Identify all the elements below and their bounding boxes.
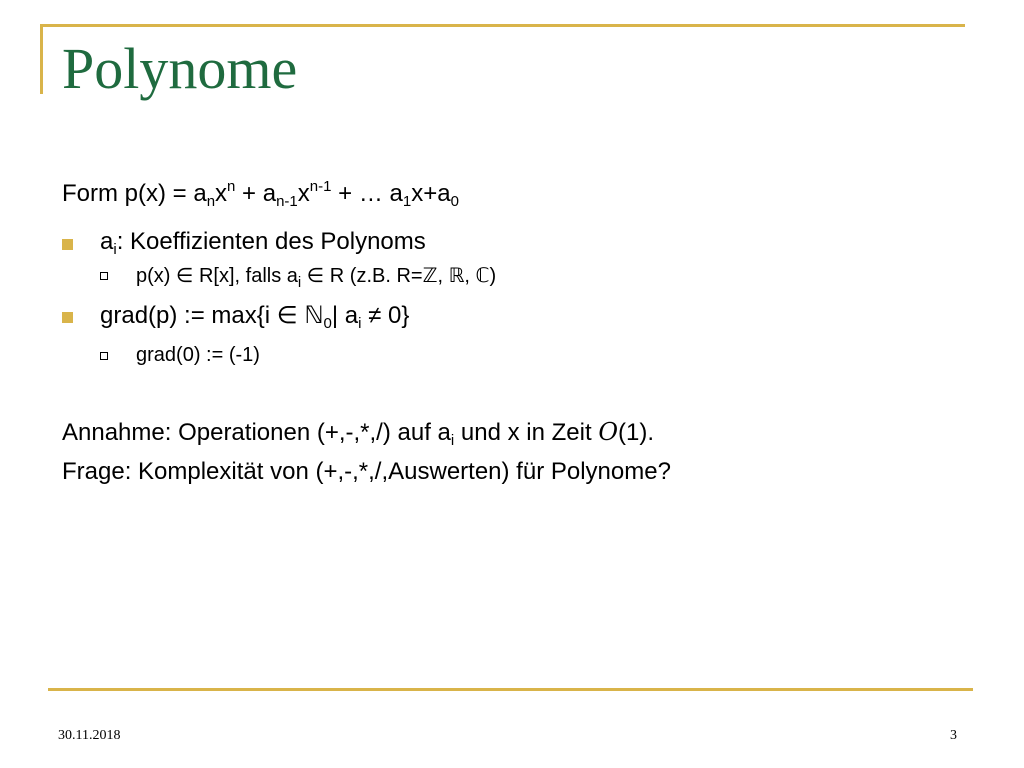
form-sub-1: 1 [402, 193, 412, 210]
form-x2: x [297, 180, 310, 207]
form-text: Form p(x) = a [62, 180, 207, 207]
s1-sub-i: i [297, 274, 302, 291]
form-line [62, 178, 459, 210]
form-plus: + a [235, 180, 277, 207]
form-sub-0: 0 [450, 193, 459, 210]
frame-bottom-line [48, 688, 973, 691]
bullet-square-1 [62, 239, 73, 250]
b1-a: a [100, 228, 114, 255]
form-sub-n1: n-1 [276, 193, 298, 210]
footer-page-number: 3 [950, 728, 957, 743]
sub-line-1 [136, 265, 497, 291]
question-line: Frage: Komplexität von (+,-,*,/,Auswerten) für Polynome? [62, 458, 671, 485]
s1-rest: ∈ R (z.B. R=ℤ, ℝ, ℂ) [301, 265, 497, 287]
assumption-line [62, 418, 654, 449]
b2-pre: grad(p) := max{i ∈ ℕ [100, 302, 324, 329]
ann-pre: Annahme: Operationen (+,-,*,/) auf a [62, 419, 451, 446]
b2-rest: ≠ 0} [361, 302, 410, 329]
sub-bullet-2 [100, 352, 108, 360]
b1-rest: : Koeffizienten des Polynoms [116, 228, 426, 255]
form-exp-n: n [227, 178, 236, 195]
bullet-line-2 [100, 302, 410, 332]
form-exp-n1: n-1 [309, 178, 332, 195]
b2-sub-0: 0 [323, 315, 332, 332]
form-sub-n: n [206, 193, 216, 210]
b2-sub-i: i [358, 315, 362, 332]
ann-bigo: O [598, 418, 618, 446]
form-x3: x+a [411, 180, 451, 207]
b1-sub-i: i [113, 241, 117, 258]
frame-left-line [40, 24, 43, 94]
ann-end: (1). [618, 419, 654, 446]
form-mid: + … a [331, 180, 403, 207]
ann-mid: und x in Zeit [454, 419, 599, 446]
b2-mid: | a [331, 302, 359, 329]
footer-date: 30.11.2018 [58, 728, 121, 743]
ann-sub-i: i [450, 432, 455, 449]
s1-pre: p(x) ∈ R[x], falls a [136, 265, 298, 287]
bullet-square-2 [62, 312, 73, 323]
form-x: x [215, 180, 228, 207]
sub-line-2: grad(0) := (-1) [136, 344, 260, 366]
sub-bullet-1 [100, 272, 108, 280]
frame-top-line [40, 24, 965, 27]
slide-title: Polynome [62, 36, 298, 101]
bullet-line-1 [100, 228, 426, 258]
